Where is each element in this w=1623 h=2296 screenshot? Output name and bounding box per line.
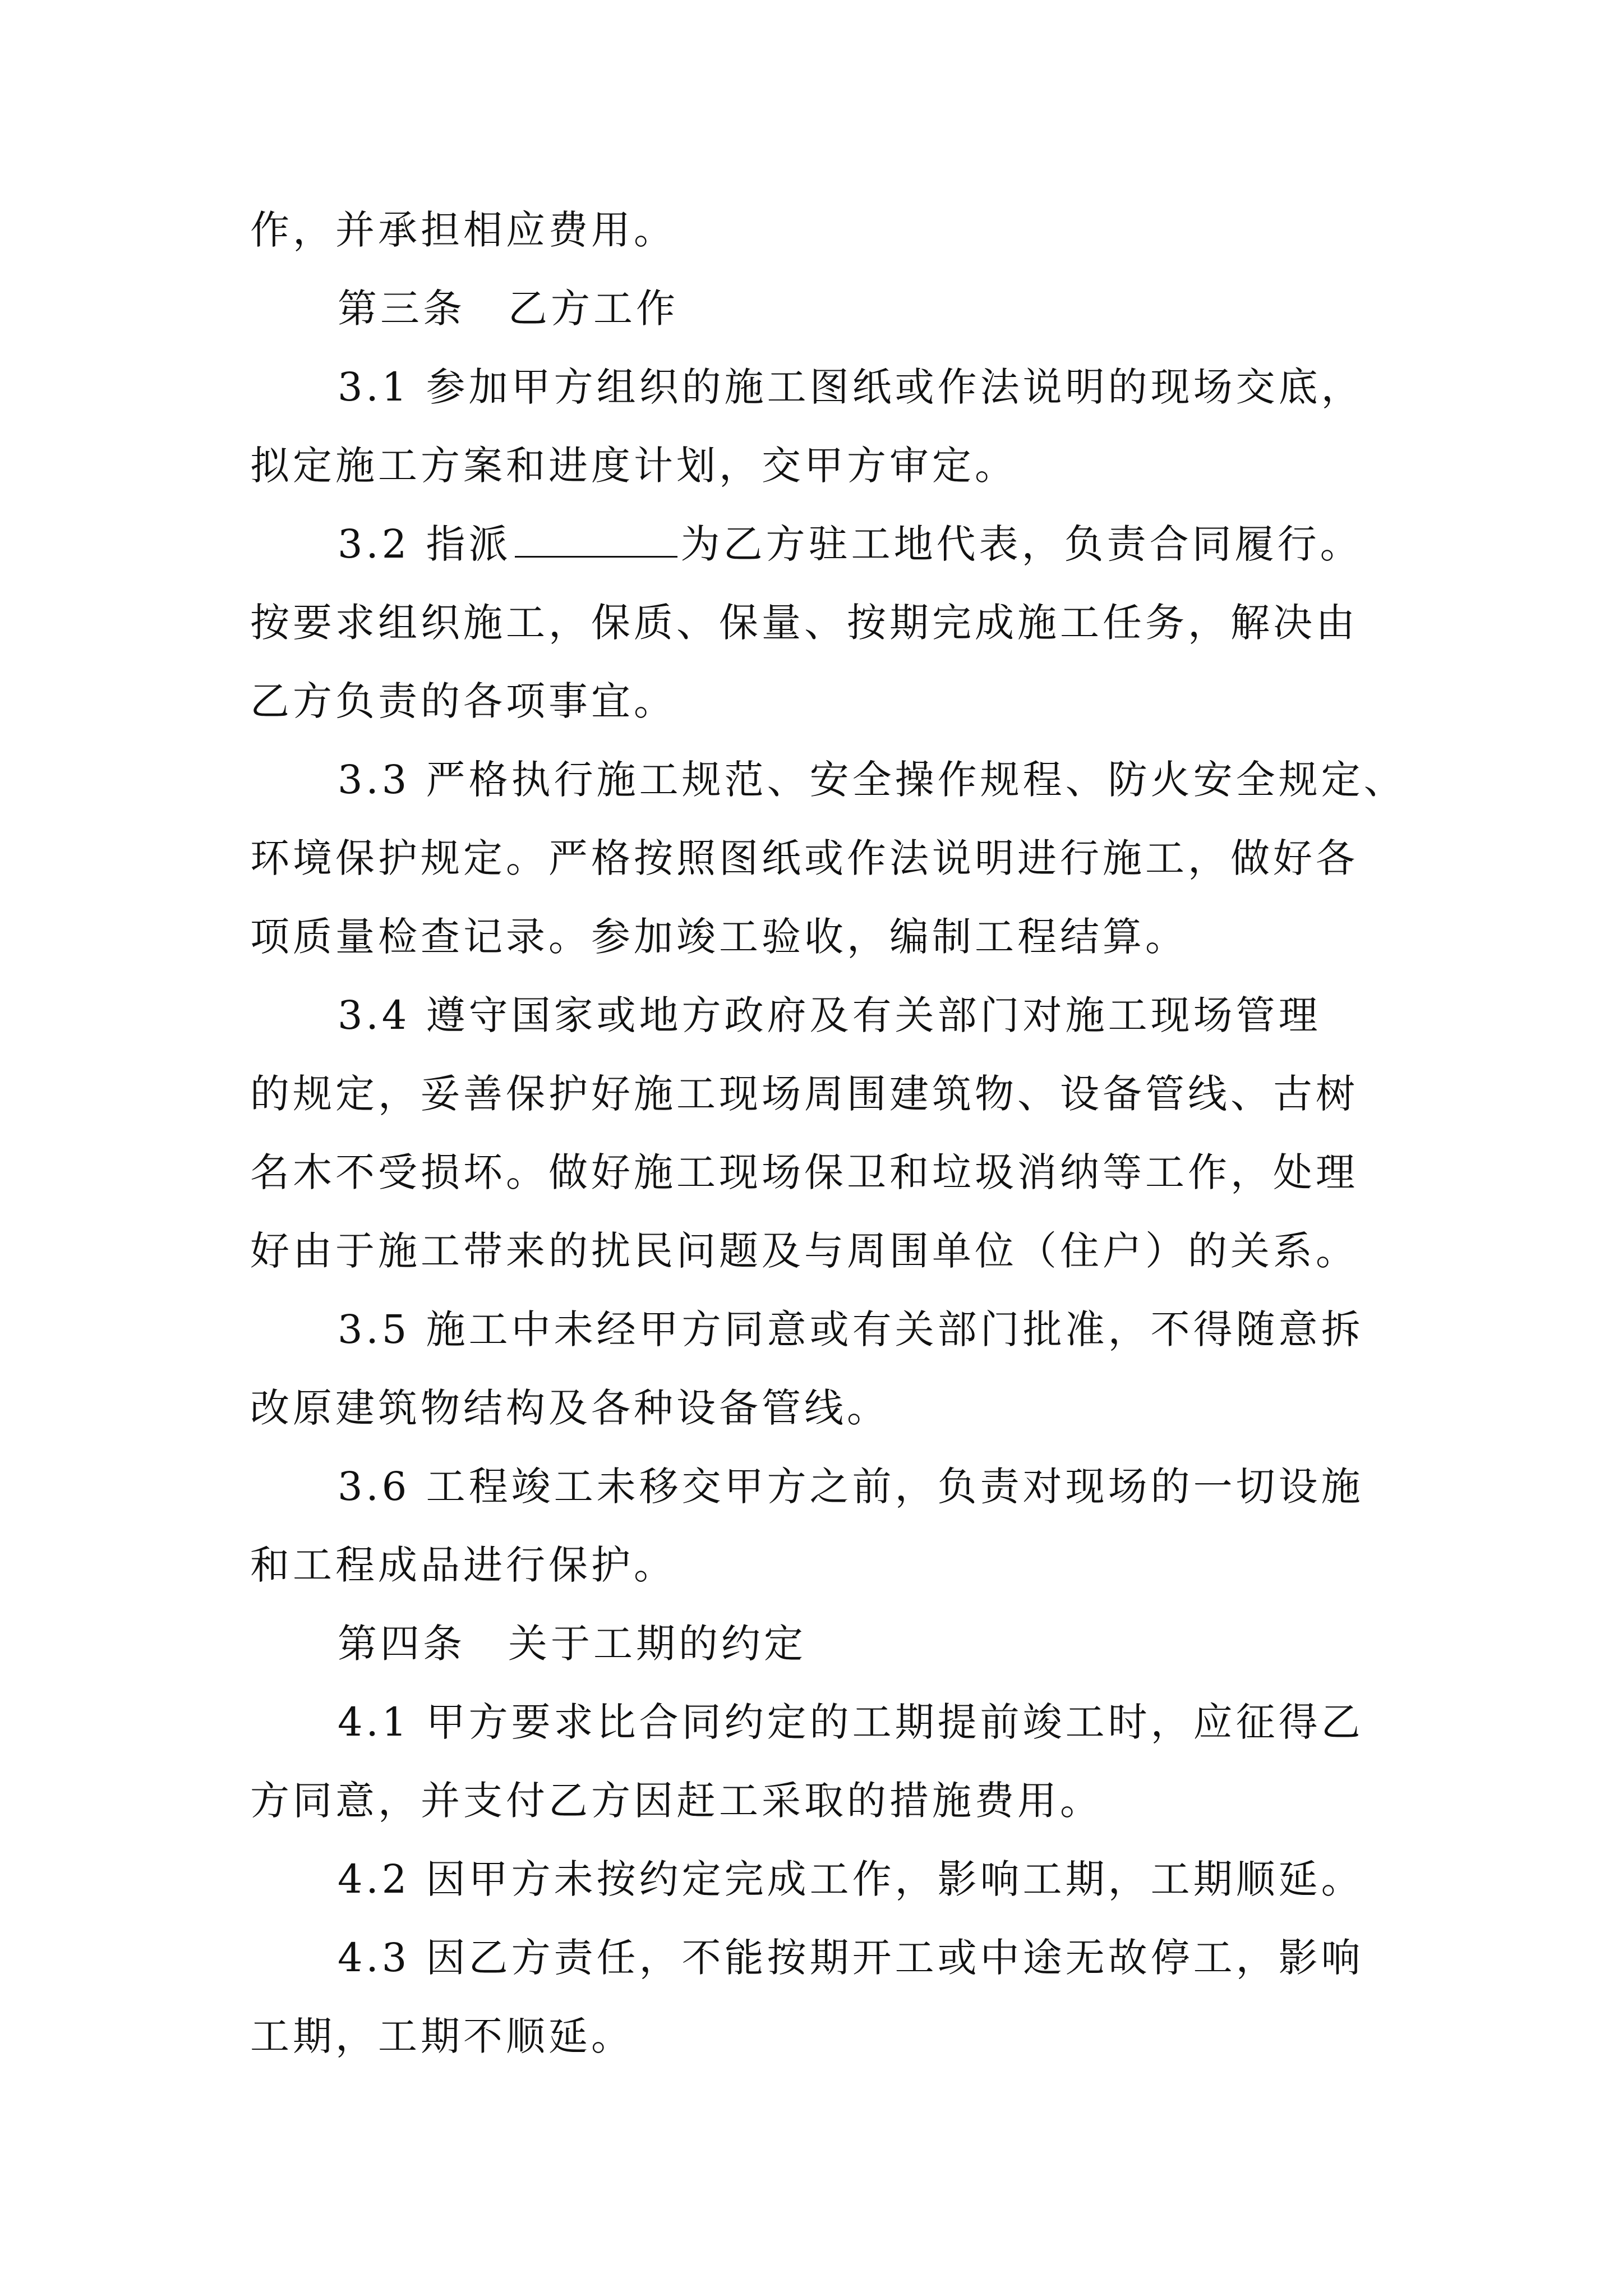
clause-3-3-line: 项质量检查记录。参加竣工验收，编制工程结算。 xyxy=(250,914,1188,960)
clause-3-3-line: 3.3 严格执行施工规范、安全操作规程、防火安全规定、 xyxy=(338,757,1407,803)
section-heading-article-3: 第三条 乙方工作 xyxy=(338,286,679,332)
clause-3-4-line: 的规定，妥善保护好施工现场周围建筑物、设备管线、古树 xyxy=(250,1071,1358,1117)
clause-3-4-line: 3.4 遵守国家或地方政府及有关部门对施工现场管理 xyxy=(338,992,1321,1038)
clause-3-3-line: 环境保护规定。严格按照图纸或作法说明进行施工，做好各 xyxy=(250,835,1358,881)
clause-4-2-line: 4.2 因甲方未按约定完成工作，影响工期，工期顺延。 xyxy=(338,1856,1364,1902)
clause-3-1-line: 拟定施工方案和进度计划，交甲方审定。 xyxy=(250,443,1017,489)
clause-4-1-line: 方同意，并支付乙方因赶工采取的措施费用。 xyxy=(250,1778,1103,1824)
clause-3-6-line: 和工程成品进行保护。 xyxy=(250,1542,676,1588)
section-heading-article-4: 第四条 关于工期的约定 xyxy=(338,1621,806,1667)
clause-3-2-prefix: 3.2 指派 xyxy=(338,521,511,567)
clause-3-5-line: 改原建筑物结构及各种设备管线。 xyxy=(250,1385,889,1431)
clause-4-3-line: 工期，工期不顺延。 xyxy=(250,2013,634,2059)
fill-in-blank xyxy=(515,522,677,558)
clause-3-2-line: 乙方负责的各项事宜。 xyxy=(250,678,676,724)
clause-3-4-line: 好由于施工带来的扰民问题及与周围单位（住户）的关系。 xyxy=(250,1228,1358,1274)
paragraph-line: 作，并承担相应费用。 xyxy=(250,207,676,253)
clause-3-4-line: 名木不受损坏。做好施工现场保卫和垃圾消纳等工作，处理 xyxy=(250,1149,1358,1195)
clause-3-5-line: 3.5 施工中未经甲方同意或有关部门批准，不得随意拆 xyxy=(338,1306,1364,1352)
clause-3-2-line xyxy=(250,505,1394,583)
clause-4-1-line: 4.1 甲方要求比合同约定的工期提前竣工时，应征得乙 xyxy=(338,1699,1364,1745)
clause-4-3-line: 4.3 因乙方责任，不能按期开工或中途无故停工，影响 xyxy=(338,1935,1364,1981)
clause-3-6-line: 3.6 工程竣工未移交甲方之前，负责对现场的一切设施 xyxy=(338,1464,1364,1510)
clause-3-2-line: 按要求组织施工，保质、保量、按期完成施工任务，解决由 xyxy=(250,600,1358,646)
clause-3-2-suffix: 为乙方驻工地代表，负责合同履行。 xyxy=(680,521,1363,567)
document-body xyxy=(250,191,1407,2076)
clause-3-1-line: 3.1 参加甲方组织的施工图纸或作法说明的现场交底， xyxy=(338,364,1364,410)
